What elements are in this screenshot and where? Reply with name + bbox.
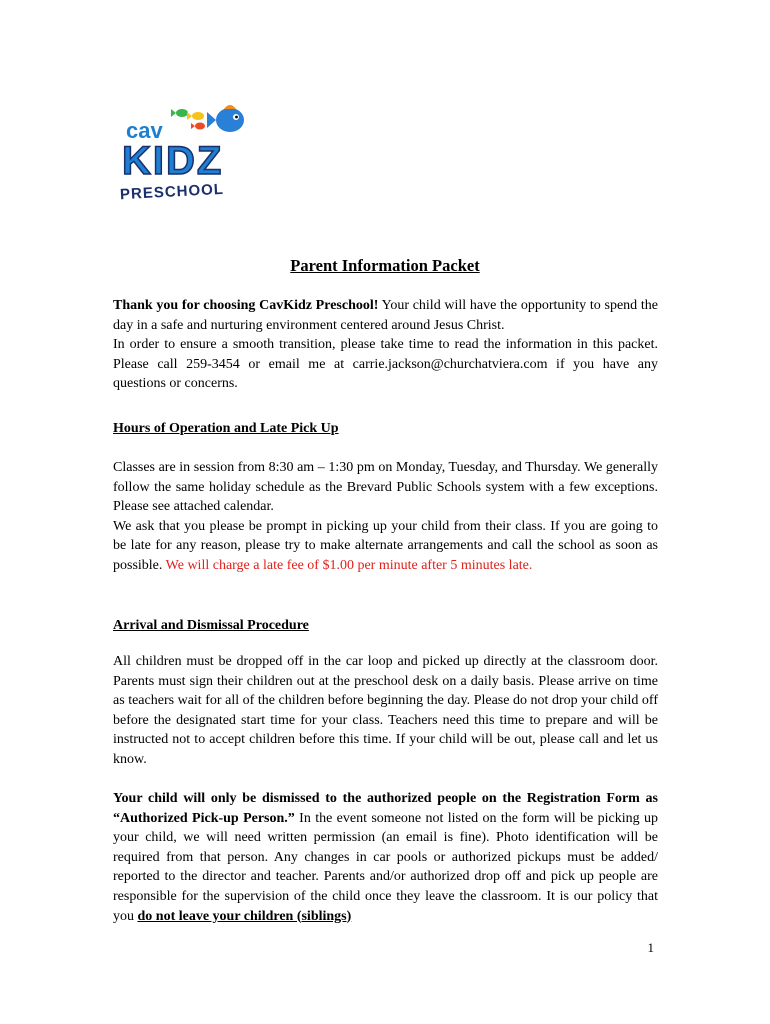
late-fee-notice: We will charge a late fee of $1.00 per minute after 5 minutes late. xyxy=(162,557,533,573)
logo-preschool-text: PRESCHOOL xyxy=(119,180,225,204)
siblings-policy-text: do not leave your children (siblings) xyxy=(137,908,352,924)
logo-kidz-text: KIDZ xyxy=(122,139,224,183)
arrival-section xyxy=(113,652,658,770)
dismissal-paragraph xyxy=(113,789,658,926)
intro-bold-lead: Thank you for choosing CavKidz Preschool! xyxy=(113,298,379,313)
arrival-heading: Arrival and Dismissal Procedure xyxy=(113,618,309,633)
page-title: Parent Information Packet xyxy=(290,256,480,275)
dismissal-bold-text: Your child will only be dismissed to the authorized people on the Registration Form as “Authorized Pick-up Person.” xyxy=(113,791,658,826)
intro-paragraph xyxy=(113,296,658,335)
cavkidz-preschool-logo xyxy=(112,100,257,205)
page-number: 1 xyxy=(647,940,654,955)
late-pickup-text: We ask that you please be prompt in picking up your child from their class. If you are going to be late for any reason, please try to make alternate arrangements and call the school as soon as possible. xyxy=(113,518,658,573)
late-pickup-paragraph xyxy=(113,517,658,576)
intro-text: Your child will have the opportunity to spend the day in a safe and nurturing environment centered around Jesus Christ. xyxy=(113,298,658,333)
intro-section xyxy=(113,296,658,394)
fish-icon xyxy=(207,105,244,132)
dismissal-section xyxy=(113,789,658,926)
logo-cav-text: cav xyxy=(126,118,163,143)
hours-heading: Hours of Operation and Late Pick Up xyxy=(113,421,339,436)
small-fish-icon xyxy=(171,109,205,130)
arrival-paragraph: All children must be dropped off in the car loop and picked up directly at the classroom door. Parents must sign their children out at the preschool desk on a daily basis. Please arrive on time as teachers wait for all of the children before beginning the day. Please do not drop your child off before the designated start time for your class. Teachers need this time to prepare and will be instructed not to accept children before this time. If your child will be out, please call and let us know. xyxy=(113,654,658,767)
hours-paragraph: Classes are in session from 8:30 am – 1:30 pm on Monday, Tuesday, and Thursday. We generally follow the same holiday schedule as the Brevard Public Schools system with a few exceptions. Please see attached calendar. xyxy=(113,460,658,515)
dismissal-text: In the event someone not listed on the form will be picking up your child, we will need written permission (an email is fine). Photo identification will be required from that person. Any changes in car pools or authorized pickups must be added/ reported to the director and teacher. Parents and/or authorized drop off and pick up people are responsible for the supervision of the child once they leave the classroom. It is our policy that you xyxy=(113,810,658,924)
hours-section xyxy=(113,458,658,576)
intro-contact-paragraph: In order to ensure a smooth transition, please take time to read the information in this packet. Please call 259-3454 or email me at carrie.jackson@churchatviera.com if you have any questions or concerns. xyxy=(113,337,658,392)
